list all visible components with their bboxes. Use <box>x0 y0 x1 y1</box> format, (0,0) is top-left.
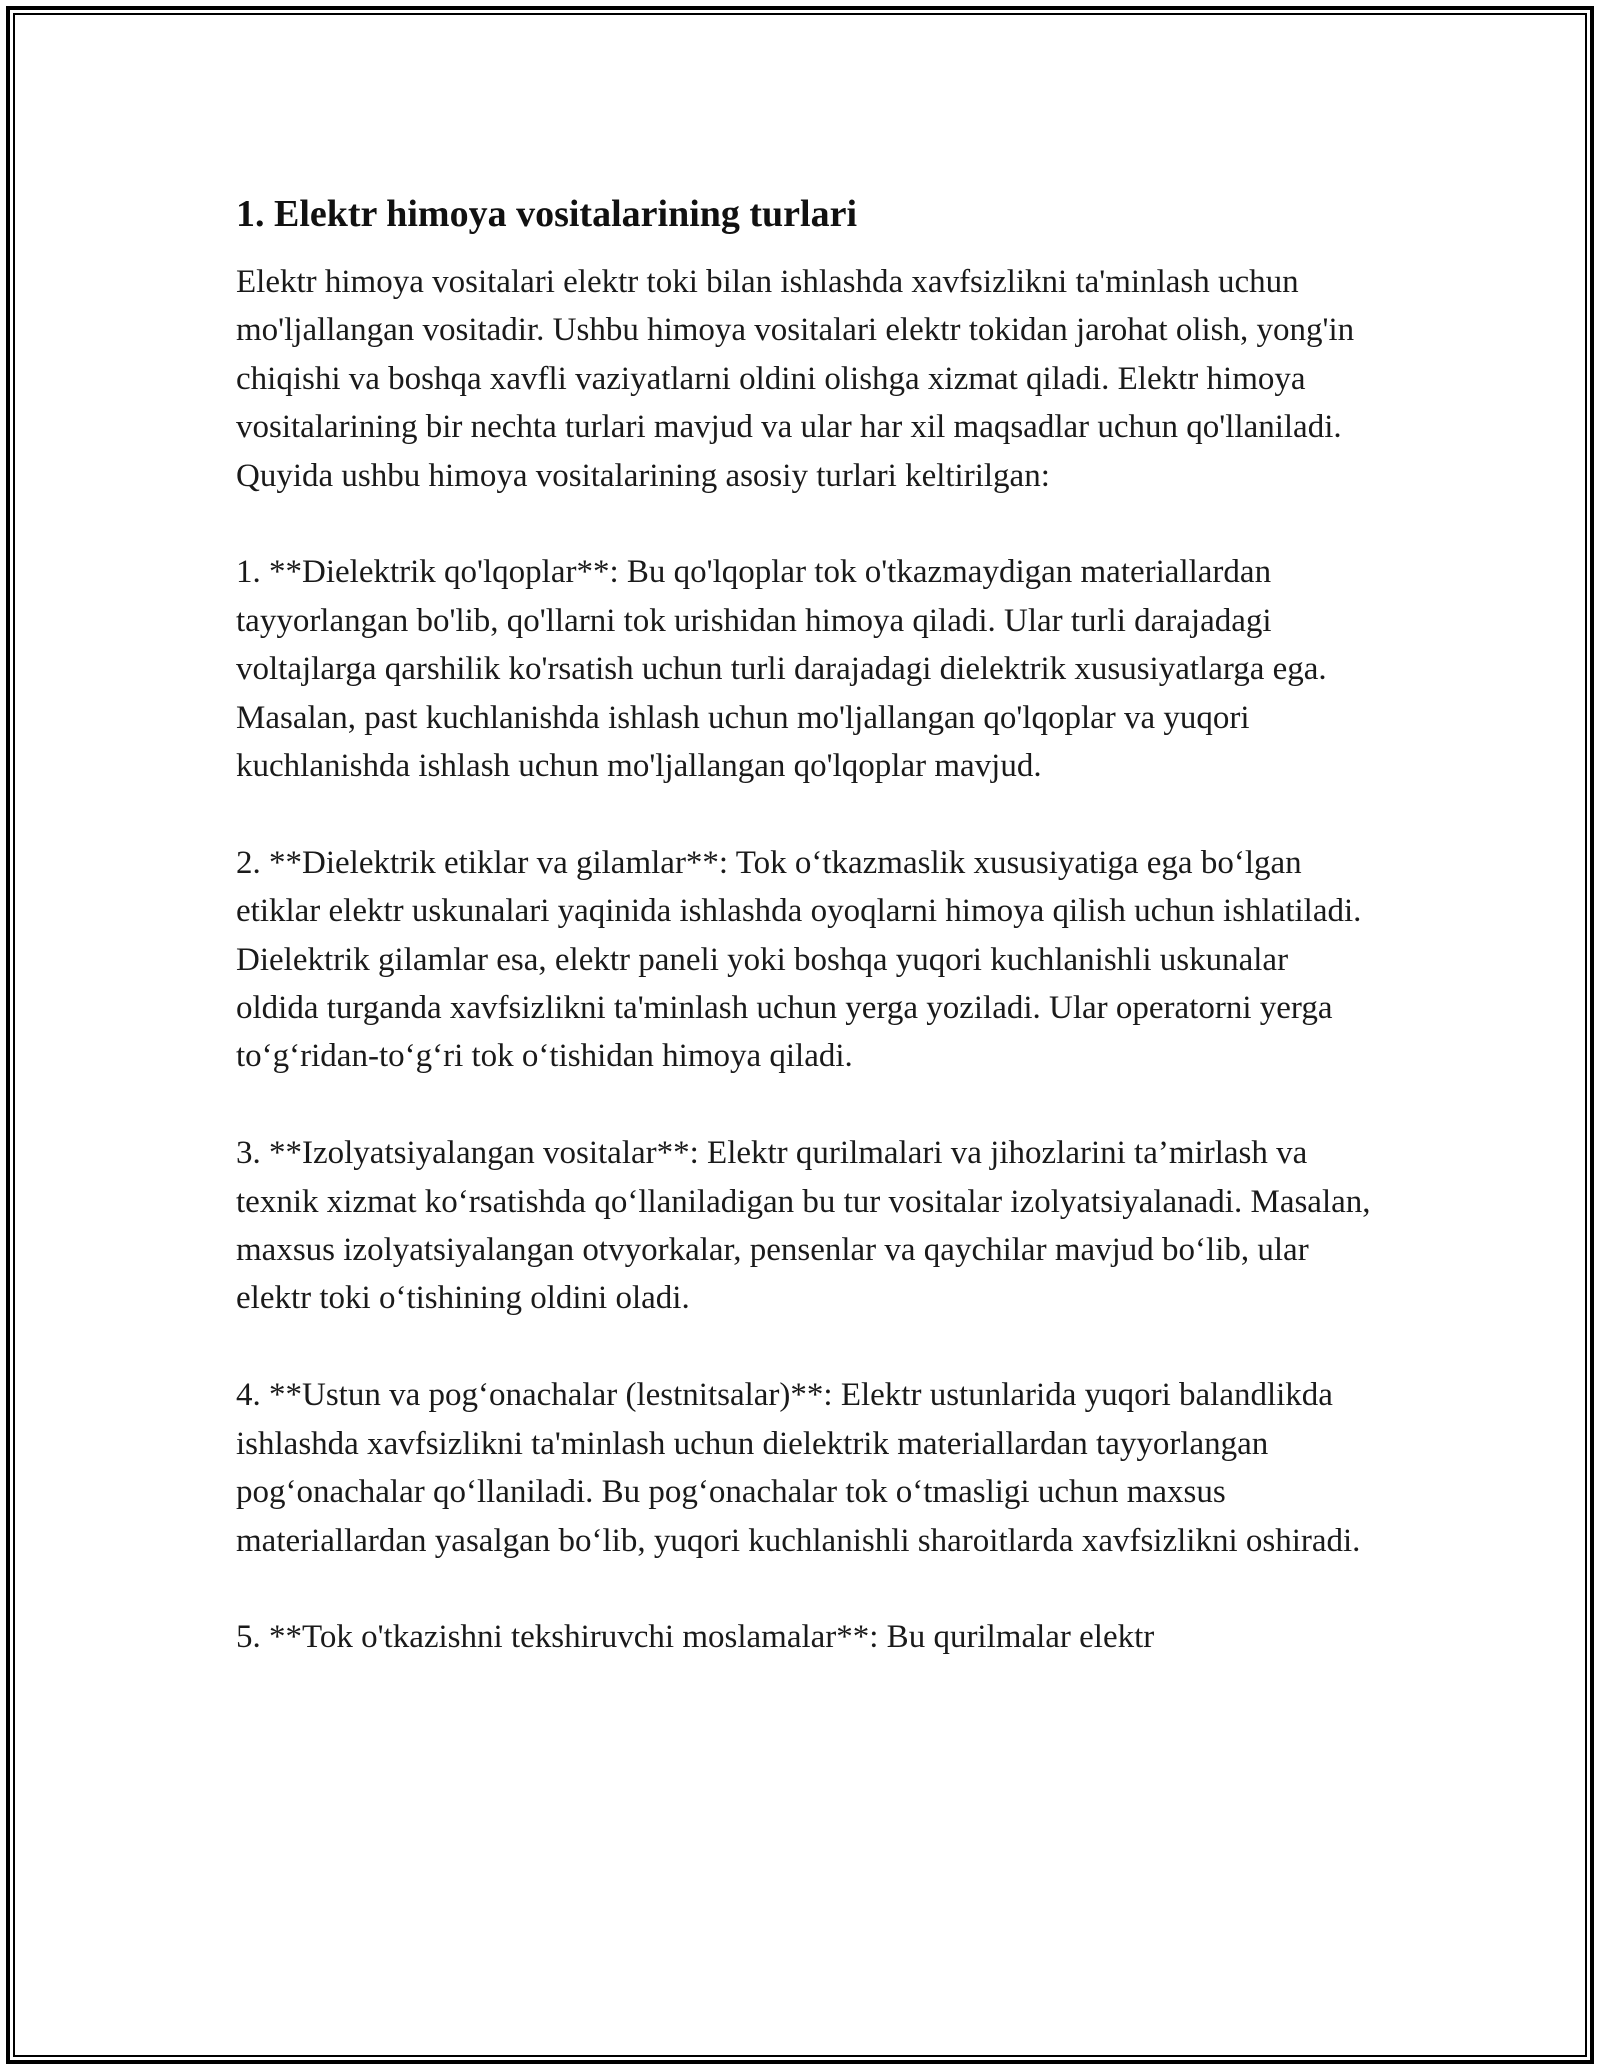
list-item-dielectric-boots-mats: 2. **Dielektrik etiklar va gilamlar**: Tok o‘tkazmaslik xususiyatiga ega bo‘lgan etiklar elektr uskunalari yaqinida ishlashda oyoqlarni himoya qilish uchun ishlatiladi. Dielektrik gilamlar esa, elektr paneli yoki boshqa yuqori kuchlanishli uskunalar oldida turganda xavfsizlikni ta'minlash uchun yerga yoziladi. Ular operatorni yerga to‘g‘ridan-to‘g‘ri tok o‘tishidan himoya qiladi. <box>236 844 1362 1075</box>
list-item-insulated-tools: 3. **Izolyatsiyalangan vositalar**: Elektr qurilmalari va jihozlarini ta’mirlash va texnik xizmat ko‘rsatishda qo‘llaniladigan bu tur vositalar izolyatsiyalanadi. Masalan, maxsus izolyatsiyalangan otvyorkalar, pensenlar va qaychilar mavjud bo‘lib, ular elektr toki o‘tishining oldini oladi. <box>236 1135 1371 1317</box>
section-heading: 1. Elektr himoya vositalarining turlari <box>236 193 858 235</box>
intro-paragraph: Elektr himoya vositalari elektr toki bilan ishlashda xavfsizlikni ta'minlash uchun mo'ljallangan vositadir. Ushbu himoya vositalari elektr tokidan jarohat olish, yong'in chiqishi va boshqa xavfli vaziyatlarni oldini olishga xizmat qiladi. Elektr himoya vositalarining bir nechta turlari mavjud va ular har xil maqsadlar uchun qo'llaniladi. Quyida ushbu himoya vositalarining asosiy turlari keltirilgan: <box>236 264 1355 494</box>
list-item-dielectric-gloves: 1. **Dielektrik qo'lqoplar**: Bu qo'lqoplar tok o'tkazmaydigan materiallardan tayyorlangan bo'lib, qo'llarni tok urishidan himoya qiladi. Ular turli darajadagi voltajlarga qarshilik ko'rsatish uchun turli darajadagi dielektrik xususiyatlarga ega. Masalan, past kuchlanishda ishlash uchun mo'ljallangan qo'lqoplar va yuqori kuchlanishda ishlash uchun mo'ljallangan qo'lqoplar mavjud. <box>236 554 1327 785</box>
document-body <box>236 186 1376 1710</box>
list-item-voltage-testers: 5. **Tok o'tkazishni tekshiruvchi moslamalar**: Bu qurilmalar elektr <box>236 1619 1155 1656</box>
list-item-ladders: 4. **Ustun va pog‘onachalar (lestnitsalar)**: Elektr ustunlarida yuqori balandlikda ishlashda xavfsizlikni ta'minlash uchun dielektrik materiallardan tayyorlangan pog‘onachalar qo‘llaniladi. Bu pog‘onachalar tok o‘tmasligi uchun maxsus materiallardan yasalgan bo‘lib, yuqori kuchlanishli sharoitlarda xavfsizlikni oshiradi. <box>236 1377 1361 1559</box>
